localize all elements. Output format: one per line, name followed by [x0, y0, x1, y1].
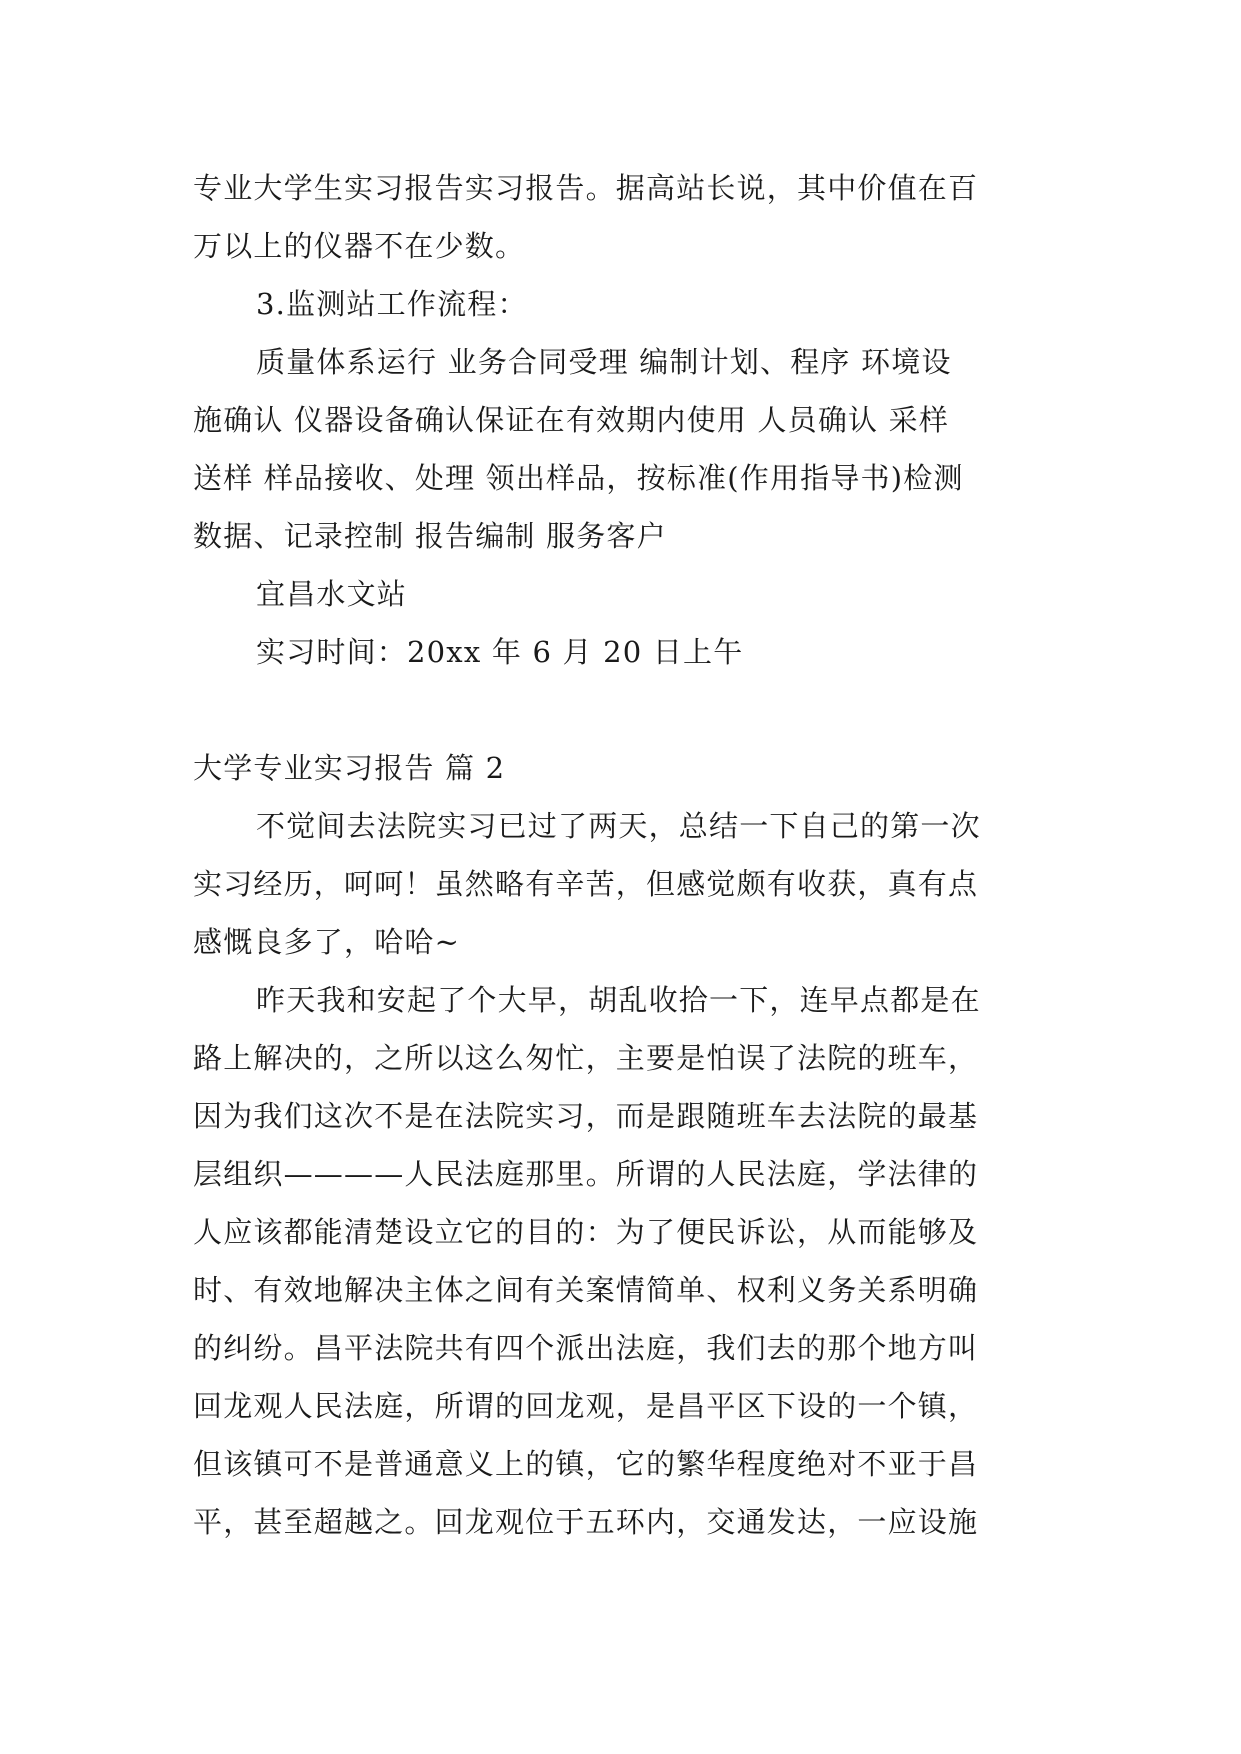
text-line: 时、有效地解决主体之间有关案情简单、权利义务关系明确	[193, 1273, 979, 1307]
text-line: 数据、记录控制 报告编制 服务客户	[193, 519, 667, 553]
text-line: 路上解决的，之所以这么匆忙，主要是怕误了法院的班车，	[193, 1041, 979, 1075]
section-heading: 3.监测站工作流程：	[256, 287, 528, 321]
text-line: 昨天我和安起了个大早，胡乱收拾一下，连早点都是在	[256, 983, 981, 1017]
text-line: 人应该都能清楚设立它的目的：为了便民诉讼，从而能够及	[193, 1215, 979, 1249]
text-line: 质量体系运行 业务合同受理 编制计划、程序 环境设	[256, 345, 952, 379]
text-line: 不觉间去法院实习已过了两天，总结一下自己的第一次	[256, 809, 981, 843]
text-line: 宜昌水文站	[256, 577, 408, 611]
text-line: 万以上的仪器不在少数。	[193, 229, 526, 263]
text-line: 实习经历，呵呵！虽然略有辛苦，但感觉颇有收获，真有点	[193, 867, 979, 901]
text-line: 感慨良多了，哈哈~	[193, 925, 461, 959]
text-line: 送样 样品接收、处理 领出样品，按标准(作用指导书)检测	[193, 461, 964, 495]
text-line: 因为我们这次不是在法院实习，而是跟随班车去法院的最基	[193, 1099, 979, 1133]
text-line: 的纠纷。昌平法院共有四个派出法庭，我们去的那个地方叫	[193, 1331, 979, 1365]
text-line: 层组织————人民法庭那里。所谓的人民法庭，学法律的	[193, 1157, 979, 1191]
report-title: 大学专业实习报告 篇 2	[193, 751, 506, 785]
text-line: 平，甚至超越之。回龙观位于五环内，交通发达，一应设施	[193, 1505, 979, 1539]
text-line: 回龙观人民法庭，所谓的回龙观，是昌平区下设的一个镇，	[193, 1389, 979, 1423]
text-line: 施确认 仪器设备确认保证在有效期内使用 人员确认 采样	[193, 403, 950, 437]
text-line: 但该镇可不是普通意义上的镇，它的繁华程度绝对不亚于昌	[193, 1447, 979, 1481]
text-line: 专业大学生实习报告实习报告。据高站长说，其中价值在百	[193, 171, 979, 205]
text-line: 实习时间：20xx 年 6 月 20 日上午	[256, 635, 744, 669]
